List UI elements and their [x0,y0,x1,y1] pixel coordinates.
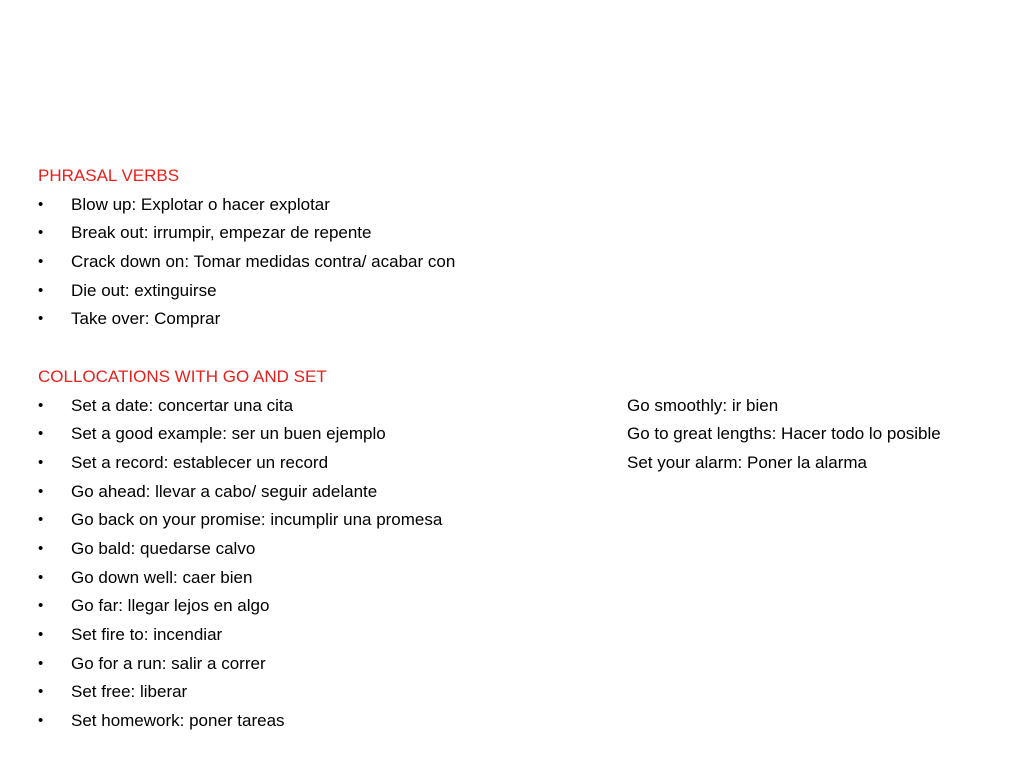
collocations-heading: COLLOCATIONS WITH GO AND SET [38,366,327,386]
bullet-icon: • [38,253,44,271]
spacer [38,334,998,363]
list-item-text: Blow up: Explotar o hacer explotar [71,194,330,214]
bullet-icon: • [38,224,44,242]
list-item [38,392,998,421]
list-item-text: Die out: extinguirse [71,280,217,300]
right-column-text: Go to great lengths: Hacer todo lo posible [627,424,941,444]
list-item [38,678,998,707]
bullet-icon: • [38,453,44,471]
list-item-text: Go ahead: llevar a cabo/ seguir adelante [71,481,378,501]
list-item-text: Break out: irrumpir, empezar de repente [71,223,372,243]
list-item-text: Take over: Comprar [71,309,221,329]
bullet-icon: • [38,511,44,529]
bullet-icon: • [38,683,44,701]
list-item-text: Set a date: concertar una cita [71,395,294,415]
bullet-icon: • [38,425,44,443]
list-item [38,564,998,593]
bullet-icon: • [38,195,44,213]
bullet-icon: • [38,654,44,672]
list-item-text: Set homework: poner tareas [71,711,285,731]
list-item [38,248,998,277]
bullet-icon: • [38,597,44,615]
bullet-icon: • [38,539,44,557]
list-item [38,535,998,564]
list-item-text: Go far: llegar lejos en algo [71,596,270,616]
list-item [38,219,998,248]
list-item [38,305,998,334]
right-column-text: Go smoothly: ir bien [627,395,779,415]
list-item [38,592,998,621]
list-item-text: Set free: liberar [71,682,188,702]
list-item [38,621,998,650]
right-column-text: Set your alarm: Poner la alarma [627,452,867,472]
list-item-text: Crack down on: Tomar medidas contra/ acabar con [71,252,456,272]
list-item-text: Set fire to: incendiar [71,625,223,644]
list-item [38,420,998,449]
bullet-icon: • [38,281,44,299]
list-item [38,707,998,736]
list-item [38,191,998,220]
bullet-icon: • [38,712,44,730]
list-item-text: Go for a run: salir a correr [71,653,266,673]
slide-content [38,162,998,736]
list-item [38,506,998,535]
list-item [38,277,998,306]
list-item [38,478,998,507]
bullet-icon: • [38,482,44,500]
list-item-text: Go back on your promise: incumplir una promesa [71,510,443,530]
list-item-text: Go down well: caer bien [71,567,253,587]
bullet-icon: • [38,626,44,643]
list-item [38,650,998,679]
bullet-icon: • [38,568,44,586]
list-item [38,449,998,478]
list-item-text: Go bald: quedarse calvo [71,538,256,558]
list-item-text: Set a record: establecer un record [71,452,329,472]
bullet-icon: • [38,310,44,328]
list-item-text: Set a good example: ser un buen ejemplo [71,424,386,444]
bullet-icon: • [38,396,44,414]
phrasal-verbs-heading: PHRASAL VERBS [38,166,180,185]
